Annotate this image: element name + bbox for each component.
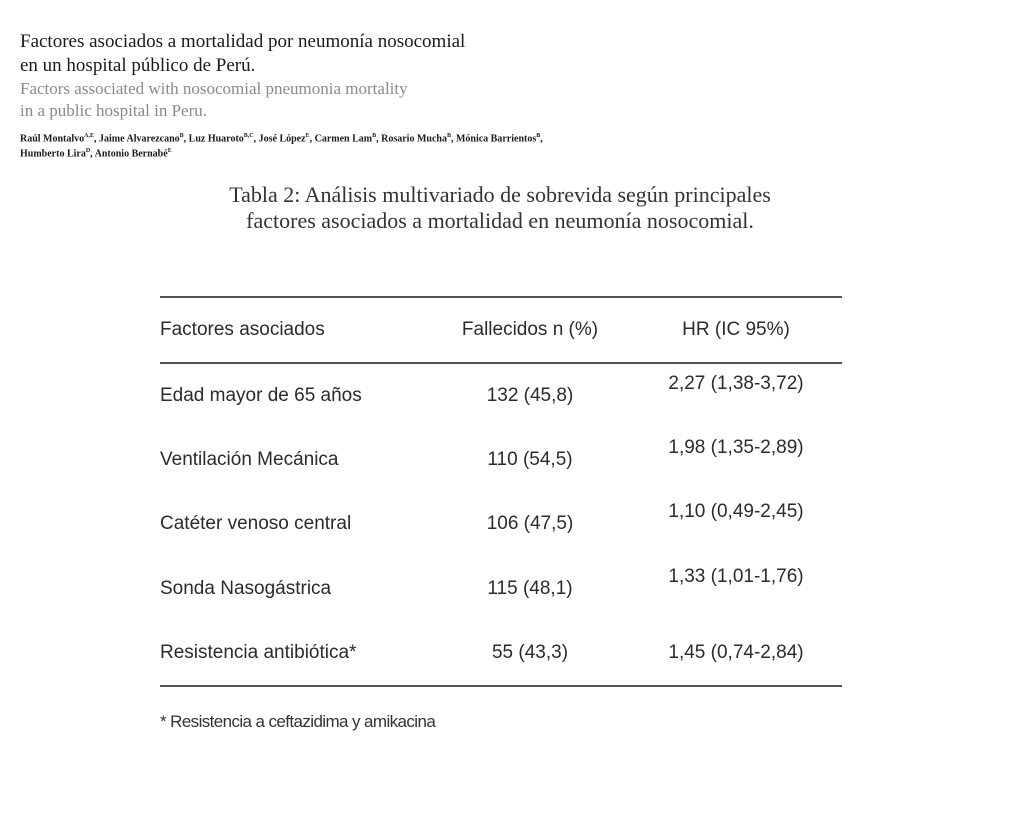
table-row — [160, 557, 842, 622]
cell-factor: Edad mayor de 65 años — [160, 384, 362, 406]
author-name: Luz Huaroto — [188, 133, 244, 145]
table-row — [160, 492, 842, 557]
title-en-line: Factors associated with nosocomial pneumonia mortality — [20, 79, 408, 98]
author-list: Raúl Montalvo$^{A,E}$, Jaime Alvarezcano$^B$, Luz Huaroto$^{B,C}$, José López$^E$, Carmen Lam$^B$, Rosario Mucha$^B$, Mónica Barrientos$^B$, Humberto Lira$^D$, Antonio Bernabé$^E$ — [20, 133, 543, 160]
table-caption-line: factores asociados a mortalidad en neumonía nosocomial. — [246, 208, 754, 233]
author-name: Raúl Montalvo — [20, 133, 85, 145]
author-affiliation: A,E — [84, 133, 95, 139]
author-affiliation: B — [372, 133, 377, 139]
table-header-row — [160, 297, 842, 363]
cell-hazard-ratio: 1,45 (0,74-2,84) — [668, 641, 804, 663]
cell-deaths: 110 (54,5) — [487, 448, 573, 470]
table-caption — [160, 182, 840, 234]
author-name: Jaime Alvarezcano — [99, 133, 180, 145]
cell-factor: Resistencia antibiótica* — [160, 641, 357, 663]
author-affiliation: B — [536, 133, 541, 139]
author-name: Humberto Lira — [20, 148, 86, 160]
title-en-line: in a public hospital in Peru. — [20, 101, 207, 120]
cell-hazard-ratio: 2,27 (1,38-3,72) — [668, 372, 804, 394]
cell-deaths: 132 (45,8) — [486, 384, 574, 406]
author-affiliation: E — [305, 133, 310, 139]
author-affiliation: B — [179, 133, 184, 139]
cell-factor: Ventilación Mecánica — [160, 448, 339, 470]
cell-factor: Sonda Nasogástrica — [160, 577, 332, 599]
cell-deaths: 106 (47,5) — [486, 513, 574, 535]
cell-hazard-ratio: 1,10 (0,49-2,45) — [668, 501, 804, 523]
title-es-line: en un hospital público de Perú. — [20, 55, 256, 76]
article-header — [20, 30, 720, 161]
author-name: Carmen Lam — [314, 133, 373, 145]
cell-deaths: 55 (43,3) — [491, 641, 569, 663]
author-affiliation: E — [167, 148, 172, 155]
author-name: Mónica Barrientos — [455, 133, 537, 145]
header-hazard-ratio: HR (IC 95%) — [682, 319, 790, 340]
cell-hazard-ratio: 1,98 (1,35-2,89) — [668, 436, 804, 458]
table-footnote: * Resistencia a ceftazidima y amikacina — [160, 712, 436, 731]
header-deaths: Fallecidos n (%) — [461, 319, 599, 340]
cell-factor: Catéter venoso central — [160, 513, 352, 535]
article-title-spanish — [20, 30, 720, 78]
author-name: José López — [258, 133, 306, 145]
author-name: Antonio Bernabé — [94, 148, 168, 160]
author-affiliation: D — [85, 148, 91, 155]
header-factor: Factores asociados — [160, 319, 325, 340]
table-row — [160, 363, 842, 428]
author-affiliation: B,C — [243, 133, 254, 139]
article-title-english — [20, 78, 720, 122]
table-caption-line: Tabla 2: Análisis multivariado de sobrevida según principales — [229, 182, 771, 207]
cell-deaths: 115 (48,1) — [487, 577, 573, 599]
author-affiliation: B — [446, 133, 451, 139]
title-es-line: Factores asociados a mortalidad por neumonía nosocomial — [20, 31, 466, 52]
multivariate-survival-table — [160, 296, 842, 687]
table-row — [160, 428, 842, 493]
cell-hazard-ratio: 1,33 (1,01-1,76) — [668, 565, 804, 587]
table-row — [160, 621, 842, 686]
author-name: Rosario Mucha — [381, 133, 447, 145]
